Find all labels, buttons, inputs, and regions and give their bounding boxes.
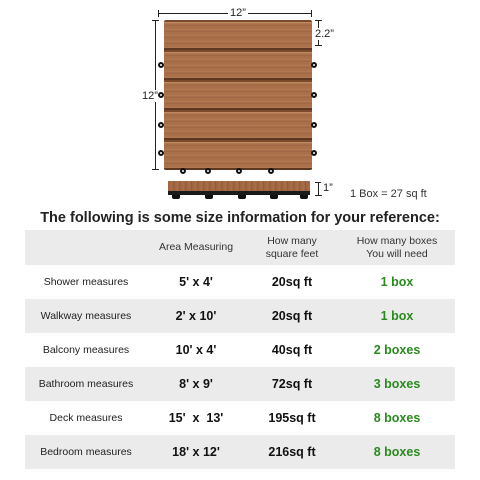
wood-plank — [164, 142, 312, 170]
header-sqft-line1: How many — [267, 234, 317, 247]
row-area: 18' x 12' — [172, 444, 220, 459]
wood-tile-side-view — [168, 181, 310, 195]
size-table — [25, 230, 455, 469]
table-row — [25, 367, 455, 401]
wood-tile-top-view — [164, 20, 312, 170]
connector-clip-icon — [180, 168, 186, 174]
row-sqft: 195sq ft — [268, 410, 316, 425]
header-boxes — [339, 235, 455, 261]
row-area: 15' x 13' — [168, 410, 224, 425]
row-sqft: 20sq ft — [271, 308, 313, 323]
row-boxes: 2 boxes — [373, 342, 421, 357]
table-row — [25, 401, 455, 435]
table-row — [25, 435, 455, 469]
row-boxes: 8 boxes — [373, 410, 421, 425]
row-boxes: 1 box — [380, 308, 414, 323]
table-row — [25, 333, 455, 367]
row-area: 5' x 4' — [179, 274, 213, 289]
plank-width-label: 2.2” — [315, 28, 334, 40]
wood-plank — [164, 52, 312, 80]
tile-foot — [270, 195, 278, 199]
row-label: Balcony measures — [42, 343, 130, 356]
row-label: Shower measures — [43, 275, 129, 288]
row-area: 10' x 4' — [175, 342, 217, 357]
row-sqft: 20sq ft — [271, 274, 313, 289]
header-boxes-line1: How many boxes — [356, 234, 438, 247]
row-label: Deck measures — [49, 411, 123, 424]
row-sqft: 40sq ft — [271, 342, 313, 357]
table-header-row — [25, 230, 455, 265]
connector-clip-icon — [158, 122, 164, 128]
tile-diagram — [0, 0, 480, 205]
wood-plank — [164, 82, 312, 110]
table-row — [25, 265, 455, 299]
tile-foot — [172, 195, 180, 199]
connector-clip-icon — [158, 92, 164, 98]
header-sqft — [245, 235, 339, 261]
row-boxes: 8 boxes — [373, 444, 421, 459]
row-area: 8' x 9' — [179, 376, 213, 391]
tile-foot — [205, 195, 213, 199]
row-boxes: 3 boxes — [373, 376, 421, 391]
connector-clip-icon — [268, 168, 274, 174]
thickness-label: 1” — [323, 182, 333, 194]
tile-foot — [238, 195, 246, 199]
table-row — [25, 299, 455, 333]
connector-clip-icon — [236, 168, 242, 174]
thickness-dimension-line — [318, 182, 319, 196]
connector-clip-icon — [311, 92, 317, 98]
height-label: 12” — [142, 90, 158, 102]
row-label: Bedroom measures — [40, 445, 132, 458]
connector-clip-icon — [205, 168, 211, 174]
row-label: Walkway measures — [40, 309, 132, 322]
section-heading: The following is some size information for your reference: — [40, 210, 440, 226]
row-area: 2' x 10' — [175, 308, 217, 323]
header-boxes-line2: You will need — [366, 247, 428, 260]
row-label: Bathroom measures — [38, 377, 134, 390]
tile-foot — [300, 195, 308, 199]
row-boxes: 1 box — [380, 274, 414, 289]
header-area: Area Measuring — [158, 241, 234, 253]
width-label: 12” — [230, 7, 246, 19]
wood-plank — [164, 22, 312, 50]
connector-clip-icon — [311, 122, 317, 128]
row-sqft: 72sq ft — [271, 376, 313, 391]
wood-plank — [164, 112, 312, 140]
header-sqft-line2: square feet — [265, 247, 319, 260]
connector-clip-icon — [158, 62, 164, 68]
box-coverage-note: 1 Box = 27 sq ft — [350, 188, 427, 200]
connector-clip-icon — [311, 62, 317, 68]
connector-clip-icon — [158, 150, 164, 156]
row-sqft: 216sq ft — [268, 444, 316, 459]
connector-clip-icon — [311, 150, 317, 156]
